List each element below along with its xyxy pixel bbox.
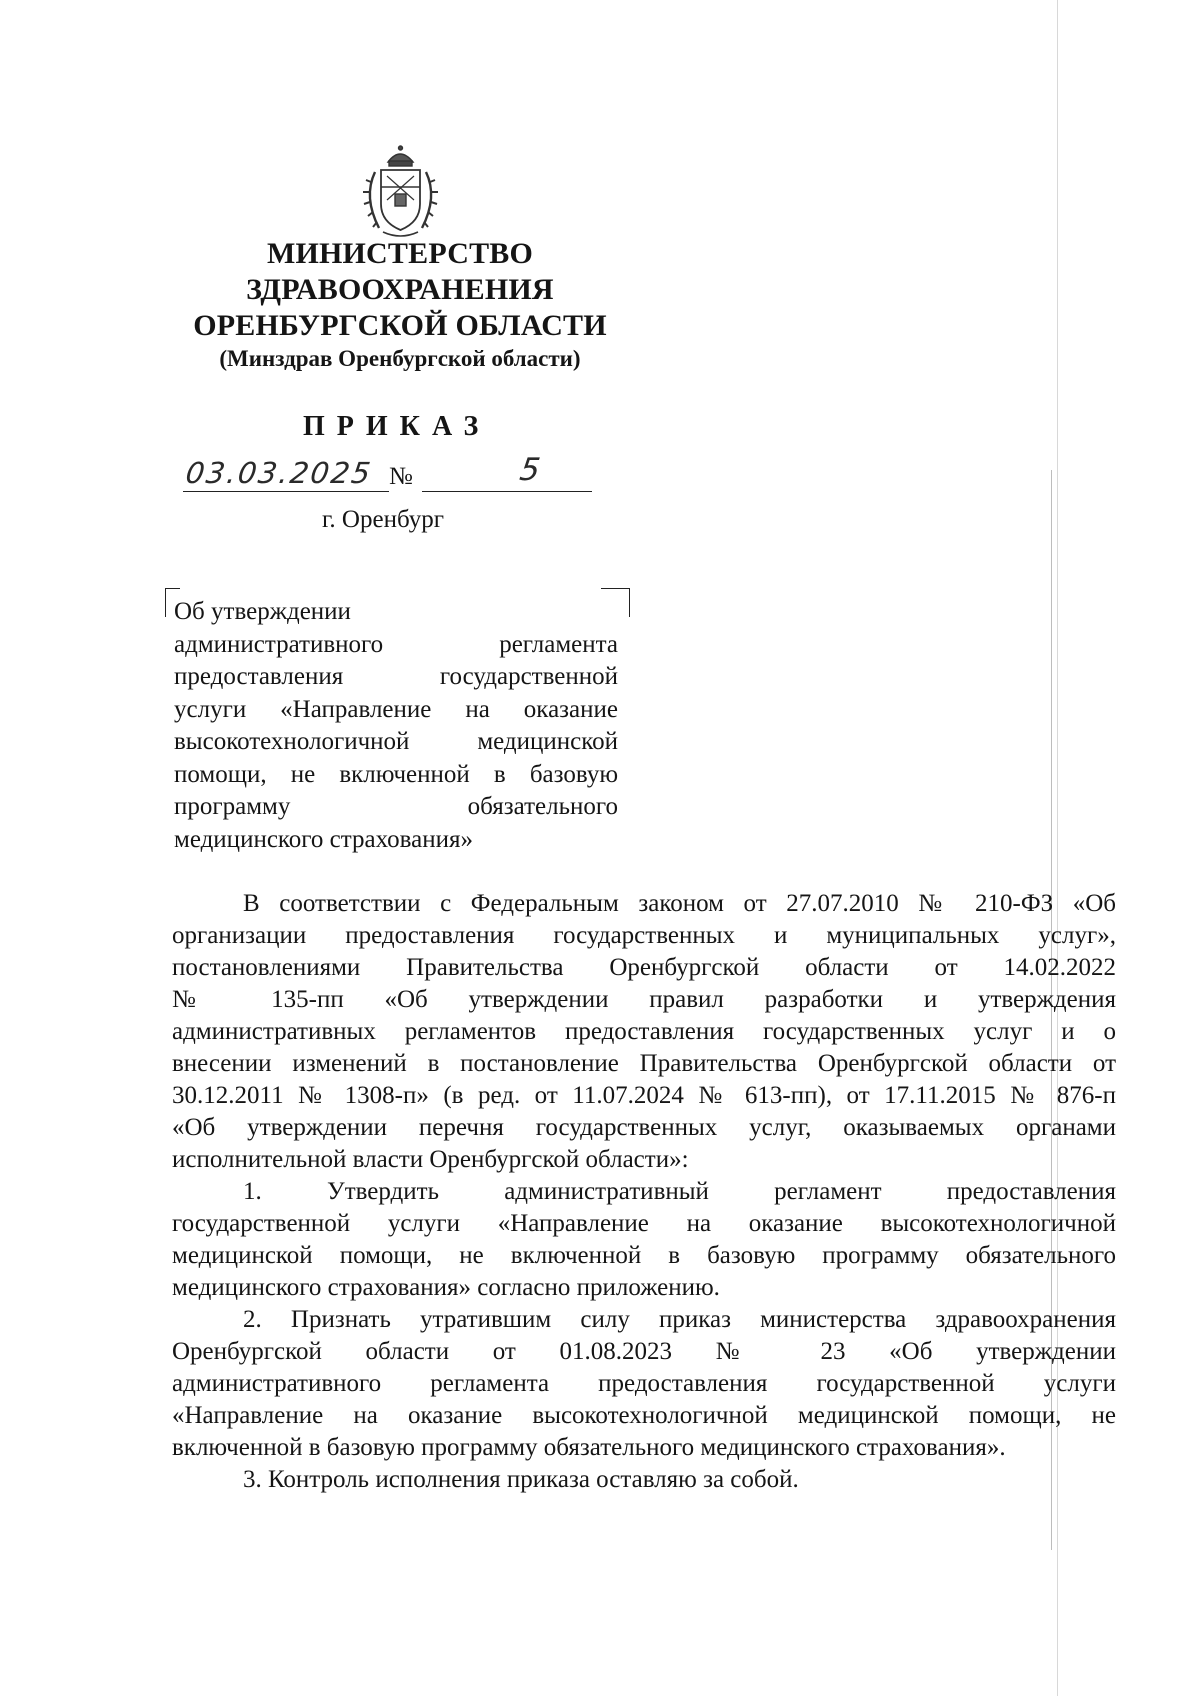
subject-line: высокотехнологичной медицинской — [174, 728, 618, 755]
org-name-line: ОРЕНБУРГСКОЙ ОБЛАСТИ — [193, 309, 607, 342]
item-2-line: административного регламента предоставления государственной услуги — [172, 1370, 1116, 1397]
subject-line: помощи, не включенной в базовую — [174, 760, 618, 788]
item-2-line: включенной в базовую программу обязательного медицинского страхования». — [172, 1434, 1006, 1461]
item-1-line: государственной услуги «Направление на оказание высокотехнологичной — [172, 1210, 1116, 1237]
order-number-label: № — [389, 463, 413, 490]
preamble-line: № 135-пп «Об утверждении правил разработки и утверждения — [172, 986, 1116, 1013]
subject-line: услуги «Направление на оказание — [174, 695, 618, 723]
preamble-line: внесении изменений в постановление Правительства Оренбургской области от — [172, 1050, 1116, 1077]
item-1-line: медицинской помощи, не включенной в базовую программу обязательного — [172, 1242, 1116, 1269]
org-short-name: (Минздрав Оренбургской области) — [219, 346, 581, 371]
subject-line: Об утверждении — [174, 598, 351, 625]
item-3-line: 3. Контроль исполнения приказа оставляю за собой. — [243, 1466, 799, 1493]
preamble-line: «Об утверждении перечня государственных услуг, оказываемых органами — [172, 1114, 1116, 1141]
item-1-line: медицинского страхования» согласно приложению. — [172, 1274, 720, 1301]
item-2-line: 2. Признать утратившим силу приказ министерства здравоохранения — [243, 1306, 1116, 1333]
item-2-line: «Направление на оказание высокотехнологичной медицинской помощи, не — [172, 1402, 1116, 1429]
document-title: ПРИКАЗ — [303, 411, 491, 442]
coat-of-arms-icon — [353, 142, 448, 242]
subject-line: административного регламента — [174, 630, 618, 658]
preamble-line: административных регламентов предоставления государственных услуг и о — [172, 1018, 1116, 1045]
preamble-line: 30.12.2011 № 1308-п» (в ред. от 11.07.2024 № 613-пп), от 17.11.2015 № 876-п — [172, 1082, 1116, 1109]
item-2-line: Оренбургской области от 01.08.2023 № 23 «Об утверждении — [172, 1338, 1116, 1365]
number-underline — [422, 491, 592, 492]
subject-line: программу обязательного — [174, 793, 618, 820]
preamble-line: постановлениями Правительства Оренбургской области от 14.02.2022 — [172, 954, 1116, 981]
org-name-line: ЗДРАВООХРАНЕНИЯ — [246, 273, 554, 306]
date-underline — [183, 491, 389, 492]
order-body — [172, 888, 1116, 1496]
subject-line: предоставления государственной — [174, 663, 618, 690]
org-name-line: МИНИСТЕРСТВО — [266, 237, 534, 270]
organization-name — [140, 236, 660, 374]
order-subject — [174, 596, 618, 856]
preamble-line: исполнительной власти Оренбургской области»: — [172, 1146, 689, 1173]
preamble-line: В соответствии с Федеральным законом от 27.07.2010 № 210-ФЗ «Об — [243, 890, 1116, 917]
item-1-line: 1. Утвердить административный регламент предоставления — [243, 1178, 1116, 1205]
city-name: г. Оренбург — [322, 506, 444, 533]
preamble-line: организации предоставления государственных и муниципальных услуг», — [172, 922, 1116, 949]
subject-line: медицинского страхования» — [174, 825, 473, 853]
order-number-handwritten: 5 — [517, 452, 543, 488]
order-date-handwritten: 03.03.2025 — [183, 456, 375, 490]
